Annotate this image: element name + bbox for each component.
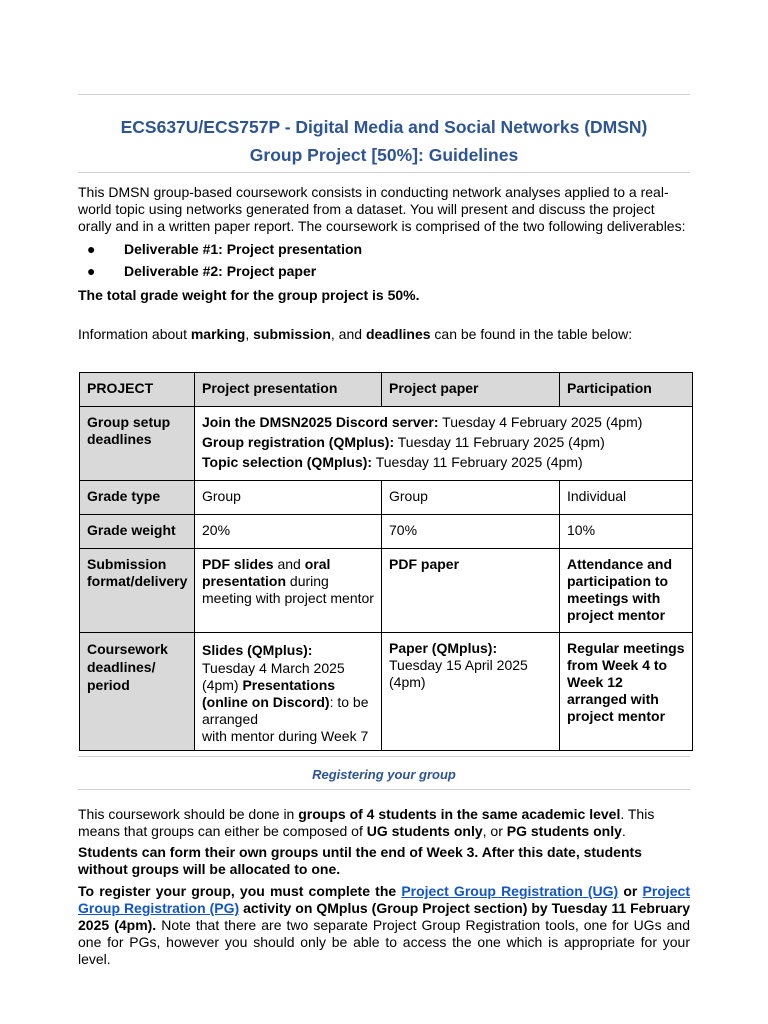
grade-weight-paper: 70%: [382, 515, 560, 549]
discord-label: Join the DMSN2025 Discord server:: [202, 414, 439, 430]
header-participation: Participation: [560, 373, 693, 407]
info-text: Information about: [78, 326, 191, 342]
list-item: [78, 238, 690, 260]
slides-deadline: [202, 660, 374, 728]
registration-date: Tuesday 11 February 2025 (4pm): [394, 434, 605, 450]
p3-or: or: [618, 883, 643, 899]
attendance-text: Attendance and participation to meetings with project mentor: [567, 556, 673, 623]
pdf-paper: PDF paper: [389, 556, 460, 572]
submission-participation: [560, 549, 693, 633]
row-label-grade-weight: Grade weight: [80, 515, 195, 549]
registration-deadline: [202, 432, 685, 452]
grade-type-presentation: Group: [195, 481, 382, 515]
p1-text: This coursework should be done in: [78, 806, 299, 822]
regular-meetings: Regular meetings from Week 4 to Week 12 arranged with project mentor: [567, 640, 685, 724]
intro-paragraph: This DMSN group-based coursework consists in conducting network analyses applied to a real-world topic using networks generated from a dataset. You will present and discuss the project orally and in a written paper report. The coursework is comprised of the two following deliverables:: [78, 184, 686, 234]
paper-date: Tuesday 15 April 2025 (4pm): [389, 657, 528, 690]
slides-date: Tuesday 4 March 2025 (4pm): [202, 660, 345, 693]
grade-type-participation: Individual: [560, 481, 693, 515]
top-divider: [78, 94, 690, 95]
registering-heading: Registering your group: [312, 767, 456, 782]
info-sentence: [78, 326, 690, 343]
row-label-submission: Submission format/delivery: [80, 549, 195, 633]
cell-text: and: [273, 556, 305, 572]
grade-type-paper: Group: [382, 481, 560, 515]
discord-deadline: [202, 412, 685, 432]
p1-text: , or: [482, 823, 507, 839]
info-submission: submission: [253, 326, 331, 342]
ug-registration-link[interactable]: Project Group Registration (UG): [401, 883, 619, 899]
presentations-week: with mentor during Week 7: [202, 728, 369, 744]
week3-paragraph: Students can form their own groups until the end of Week 3. After this date, students without groups will be allocated to one.: [78, 844, 642, 877]
row-label-grade-type: Grade type: [80, 481, 195, 515]
deliverable-1: Deliverable #1: Project presentation: [124, 241, 363, 257]
info-deadlines: deadlines: [365, 326, 431, 342]
deadline-presentation: [195, 633, 382, 751]
deliverable-2: Deliverable #2: Project paper: [124, 263, 317, 279]
bullet-icon: ●: [87, 241, 96, 257]
register-paragraph: [78, 883, 690, 968]
p3-note: Note that there are two separate Project Group Registration tools, one for UGs and one for PGs, however you should only be able to access the one which is appropriate for your level.: [78, 917, 690, 967]
info-text: ,: [245, 326, 254, 342]
row-label-setup: Group setup deadlines: [80, 407, 195, 481]
setup-deadlines-cell: [195, 407, 693, 481]
p3-lead: To register your group, you must complete the: [78, 883, 402, 899]
p1-ug-only: UG students only: [366, 823, 483, 839]
paper-qmplus: Paper (QMplus):: [389, 640, 498, 656]
p3-deadline: activity on QMplus (Group Project section) by Tuesday 11 February 2025 (4pm).: [78, 900, 690, 933]
deadline-participation: [560, 633, 693, 751]
topic-deadline: [202, 452, 685, 472]
p1-text: .: [621, 823, 626, 839]
table-row: [80, 549, 693, 633]
title-divider: [78, 172, 690, 173]
cell-text: during meeting with project mentor: [202, 573, 374, 606]
section-divider-top: [78, 756, 690, 757]
info-marking: marking: [190, 326, 246, 342]
presentations-text: : to be arranged: [202, 694, 369, 727]
grade-weight-presentation: 20%: [195, 515, 382, 549]
p1-pg-only: PG students only: [506, 823, 622, 839]
presentations-label: Presentations (online on Discord): [202, 677, 336, 710]
oral-presentation: oral presentation: [202, 556, 331, 589]
deadline-paper: [382, 633, 560, 751]
bullet-icon: ●: [87, 263, 96, 279]
deliverables-list: [78, 238, 690, 282]
discord-date: Tuesday 4 February 2025 (4pm): [438, 414, 643, 430]
table-row: [80, 515, 693, 549]
slides-label: [202, 640, 374, 660]
groups-paragraph: [78, 806, 690, 840]
slides-qmplus: Slides (QMplus):: [202, 642, 313, 658]
table-row: [80, 373, 693, 407]
header-presentation: Project presentation: [195, 373, 382, 407]
p1-groups-of-4: groups of 4 students in the same academic level: [298, 806, 621, 822]
info-text: , and: [330, 326, 366, 342]
table-row: [80, 633, 693, 751]
project-table: [79, 372, 693, 751]
table-row: [80, 481, 693, 515]
document-title-line1: ECS637U/ECS757P - Digital Media and Social Networks (DMSN): [120, 117, 648, 137]
row-label-deadlines: Coursework deadlines/ period: [80, 633, 195, 751]
list-item: [78, 260, 690, 282]
header-project: PROJECT: [80, 373, 195, 407]
paper-label: [389, 640, 552, 657]
topic-date: Tuesday 11 February 2025 (4pm): [372, 454, 583, 470]
grade-weight-statement: The total grade weight for the group project is 50%.: [78, 287, 420, 303]
section-divider-bottom: [78, 789, 690, 790]
header-paper: Project paper: [382, 373, 560, 407]
p1-text: . This means that groups can either be composed of: [78, 806, 655, 839]
topic-label: Topic selection (QMplus):: [202, 454, 373, 470]
document-title-line2: Group Project [50%]: Guidelines: [249, 145, 519, 165]
grade-weight-participation: 10%: [560, 515, 693, 549]
pdf-slides: PDF slides: [202, 556, 274, 572]
table-row: [80, 407, 693, 481]
submission-paper: [382, 549, 560, 633]
pg-registration-link[interactable]: Project Group Registration (PG): [78, 883, 691, 916]
registration-label: Group registration (QMplus):: [202, 434, 395, 450]
submission-presentation: [195, 549, 382, 633]
info-text: can be found in the table below:: [430, 326, 633, 342]
